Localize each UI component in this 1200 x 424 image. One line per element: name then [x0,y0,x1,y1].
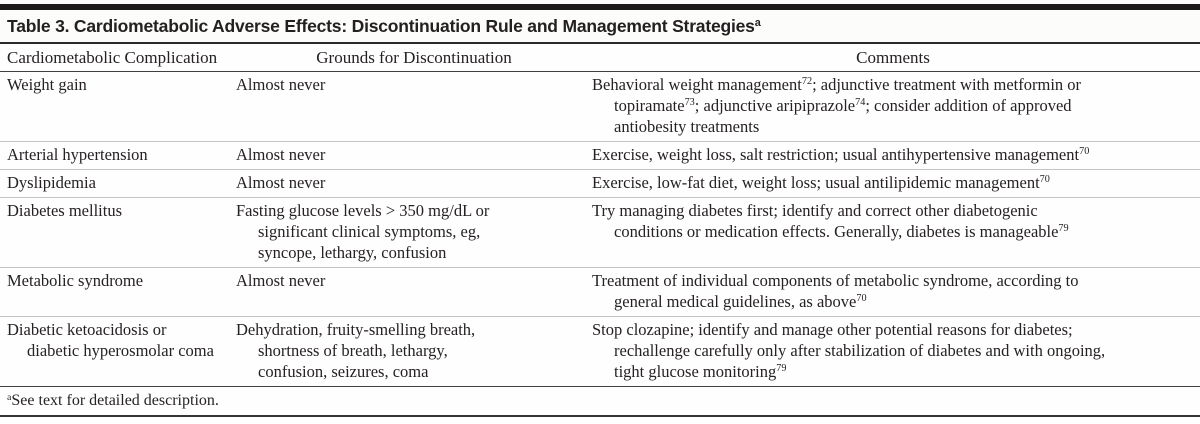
title-superscript: a [754,17,761,30]
table-row [0,142,1200,170]
column-header-comments: Comments [856,48,930,67]
cell-comments: Behavioral weight management$^{72}$; adjunctive treatment with metformin or topiramate$^{73}$; adjunctive aripiprazole$^{74}$; consider addition of approved antiobesity treatments [592,75,1082,136]
cell-complication: Weight gain [7,75,87,94]
cell-comments: Exercise, weight loss, salt restriction; usual antihypertensive management$^{70}$ [592,145,1090,164]
table-row [0,170,1200,198]
cell-comments: Treatment of individual components of metabolic syndrome, according to general medical guidelines, as above$^{70}$ [592,271,1079,311]
cell-complication: Diabetes mellitus [7,201,123,220]
cell-comments: Exercise, low-fat diet, weight loss; usual antilipidemic management$^{70}$ [592,173,1050,192]
table-header-row [0,44,1200,72]
cell-comments: Try managing diabetes first; identify and correct other diabetogenic conditions or medication effects. Generally, diabetes is manageable$^{79}$ [592,201,1069,241]
page-margin-bottom [0,417,1200,424]
table-row [0,268,1200,317]
table-title-bar [0,10,1200,44]
table-row [0,317,1200,386]
column-header-grounds: Grounds for Discontinuation [316,48,512,67]
cell-grounds: Dehydration, fruity-smelling breath, shortness of breath, lethargy, confusion, seizures, coma [236,320,476,381]
cell-comments: Stop clozapine; identify and manage other potential reasons for diabetes; rechallenge carefully only after stabilization of diabetes and with ongoing, tight glucose monitoring$^{79}$ [592,320,1106,381]
table-body [0,72,1200,387]
cell-grounds: Almost never [236,173,326,192]
table-title-text: Table 3. Cardiometabolic Adverse Effects: Discontinuation Rule and Management Strategies [7,16,755,36]
column-header-complication: Cardiometabolic Complication [7,48,218,67]
cell-complication: Dyslipidemia [7,173,96,192]
cell-complication: Metabolic syndrome [7,271,144,290]
cell-grounds: Almost never [236,75,326,94]
footnote-text: See text for detailed description. [11,392,219,409]
table-footnote [0,387,1200,417]
table-title [7,16,761,36]
cell-complication: Arterial hypertension [7,145,148,164]
cell-grounds: Fasting glucose levels > 350 mg/dL or significant clinical symptoms, eg, syncope, lethargy, confusion [236,201,490,262]
cell-grounds: Almost never [236,271,326,290]
cell-complication: Diabetic ketoacidosis or diabetic hyperosmolar coma [7,320,214,360]
cell-grounds: Almost never [236,145,326,164]
table-row [0,198,1200,268]
table-row [0,72,1200,142]
footnote-superscript: a [7,391,12,403]
